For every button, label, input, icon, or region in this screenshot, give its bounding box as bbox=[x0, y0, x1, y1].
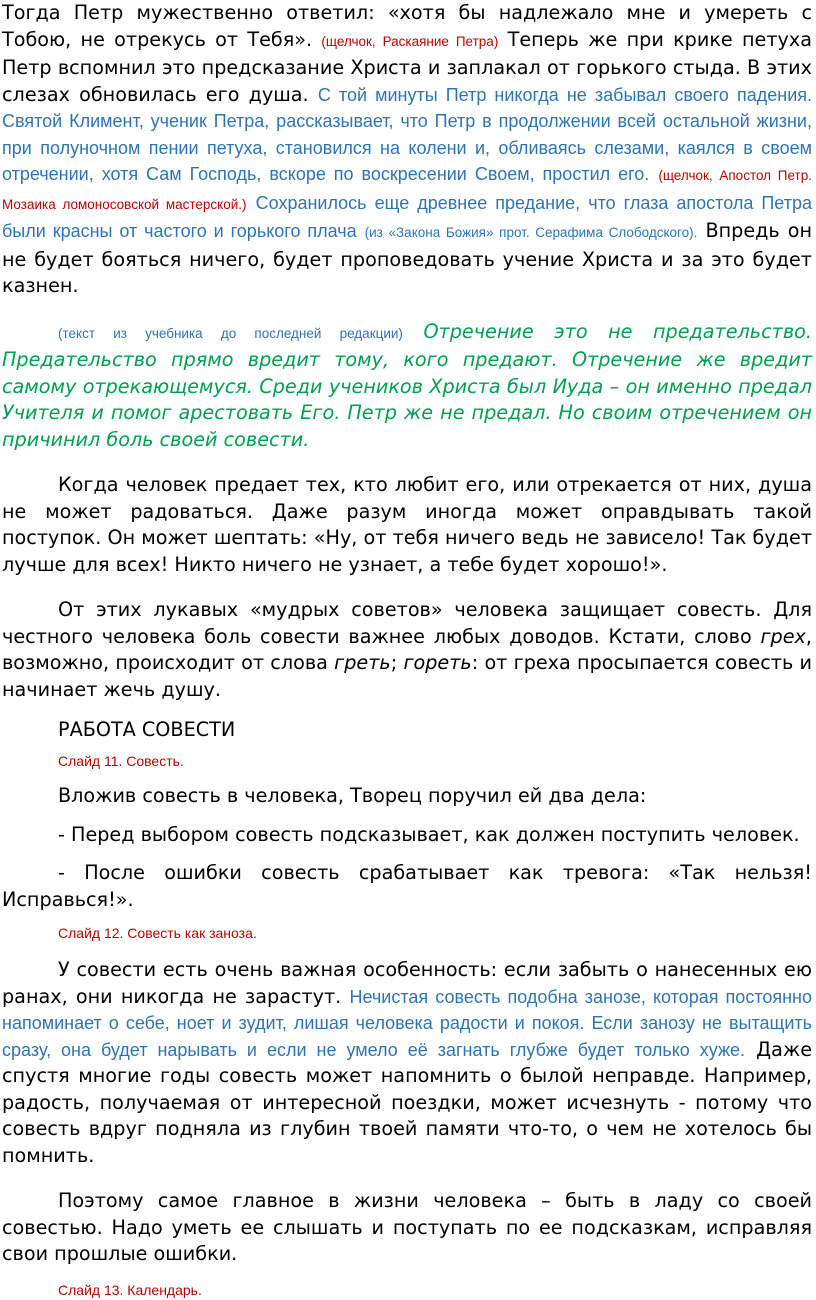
text: Тогда Петр мужественно ответил: «хотя бы надлежало мне и умереть с Тобою, не отрекусь от Тебя». bbox=[2, 1, 812, 51]
highlight-text-splinter: Нечистая совесть подобна занозе, которая постоянно напоминает о себе, ноет и зудит, лишая человека радости и покоя. Если занозу не вытащить сразу, она будет нарывать и если не умело её загнать глубже будет только хуже. bbox=[2, 986, 813, 1060]
slide-label-13: Слайд 13. Календарь. bbox=[58, 1281, 202, 1298]
text: Теперь же при крике петуха Петр вспомнил это предсказание Христа и заплакал от горького стыда. В этих слезах обновилась его душа. bbox=[2, 27, 812, 106]
section-heading: РАБОТА СОВЕСТИ bbox=[58, 718, 236, 741]
text: Когда человек предает тех, кто любит его, или отрекается от них, душа не может радоваться. Даже разум иногда может оправдывать такой поступок. Он может шептать: «Ну, от тебя ничего ведь не зависело! Так будет лучше для всех! Никто ничего не узнает, а тебе будет хорошо!». bbox=[2, 473, 812, 576]
textbook-note: (текст из учебника до последней редакции) bbox=[58, 325, 403, 341]
word-sin: грех bbox=[760, 624, 806, 648]
slide-label-11: Слайд 11. Совесть. bbox=[58, 753, 184, 769]
text: Впредь он не будет бояться ничего, будет проповедовать учение Христа и за это будет казнен. bbox=[2, 219, 812, 297]
click-note-repentance: (щелчок, Раскаяние Петра) bbox=[321, 33, 499, 49]
slide-label-12: Слайд 12. Совесть как заноза. bbox=[58, 925, 257, 941]
paragraph-main-thing: Поэтому самое главное в жизни человека – быть в ладу со своей совестью. Надо уметь ее слышать и поступать по ее подсказкам, исправляя свои прошлые ошибки. bbox=[2, 1189, 812, 1265]
paragraph-peter-denial bbox=[2, 0, 812, 300]
text: У совести есть очень важная особенность: если забыть о нанесенных ею ранах, они никогда не зарастут. bbox=[2, 958, 812, 1008]
click-note-apostle-mosaic: (щелчок, Апостол Петр. Мозаика ломоносовской мастерской.) bbox=[2, 168, 812, 212]
paragraph-conscience-defends bbox=[2, 597, 812, 703]
highlight-text-clement: С той минуты Петр никогда не забывал своего падения. Святой Климент, ученик Петра, рассказывает, что Петр в продолжении всей остальной жизни, при полуночном пении петуха, становился на колени и, обливаясь слезами, каялся в своем отречении, хотя Сам Господь, вскоре по воскресении Своем, простил его. bbox=[2, 84, 812, 184]
text: От этих лукавых «мудрых советов» человека защищает совесть. Для честного человека боль совести важнее любых доводов. Кстати, слово bbox=[2, 598, 812, 648]
source-citation: (из «Закона Божия» прот. Серафима Слободского). bbox=[364, 225, 698, 240]
paragraph-textbook-quote bbox=[2, 319, 812, 454]
word-burn: гореть bbox=[403, 651, 472, 674]
text: ; bbox=[390, 651, 398, 674]
text: : от греха просыпается совесть и начинает жечь душу. bbox=[2, 651, 812, 701]
text: , возможно, происходит от слова bbox=[2, 624, 812, 674]
paragraph-betrayal bbox=[2, 472, 812, 578]
italic-quote-green: Отречение это не предательство. Предательство прямо вредит тому, кого предают. Отречение же вредит самому отрекающемуся. Среди учеников Христа был Иуда – он именно предал Учителя и помог арестовать Его. Петр же не предал. Но своим отречением он причинил боль своей совести. bbox=[2, 319, 812, 451]
text: Даже спустя многие годы совесть может напомнить о былой неправде. Например, радость, получаемая от интересной поездки, может исчезнуть - потому что совесть вдруг подняла из глубин твоей памяти что-то, о чем не хотелось бы помнить. bbox=[2, 1037, 812, 1167]
list-item-before-choice: - Перед выбором совесть подсказывает, как должен поступить человек. bbox=[58, 822, 800, 846]
paragraph-two-tasks: Вложив совесть в человека, Творец поручил ей два дела: bbox=[58, 784, 647, 807]
highlight-text-tradition: Сохранилось еще древнее предание, что глаза апостола Петра были красны от частого и горького плача bbox=[2, 192, 812, 241]
word-warm: греть bbox=[334, 651, 391, 674]
list-item-after-mistake: - После ошибки совесть срабатывает как тревога: «Так нельзя! Исправься!». bbox=[2, 861, 812, 911]
paragraph-splinter bbox=[2, 957, 812, 1169]
